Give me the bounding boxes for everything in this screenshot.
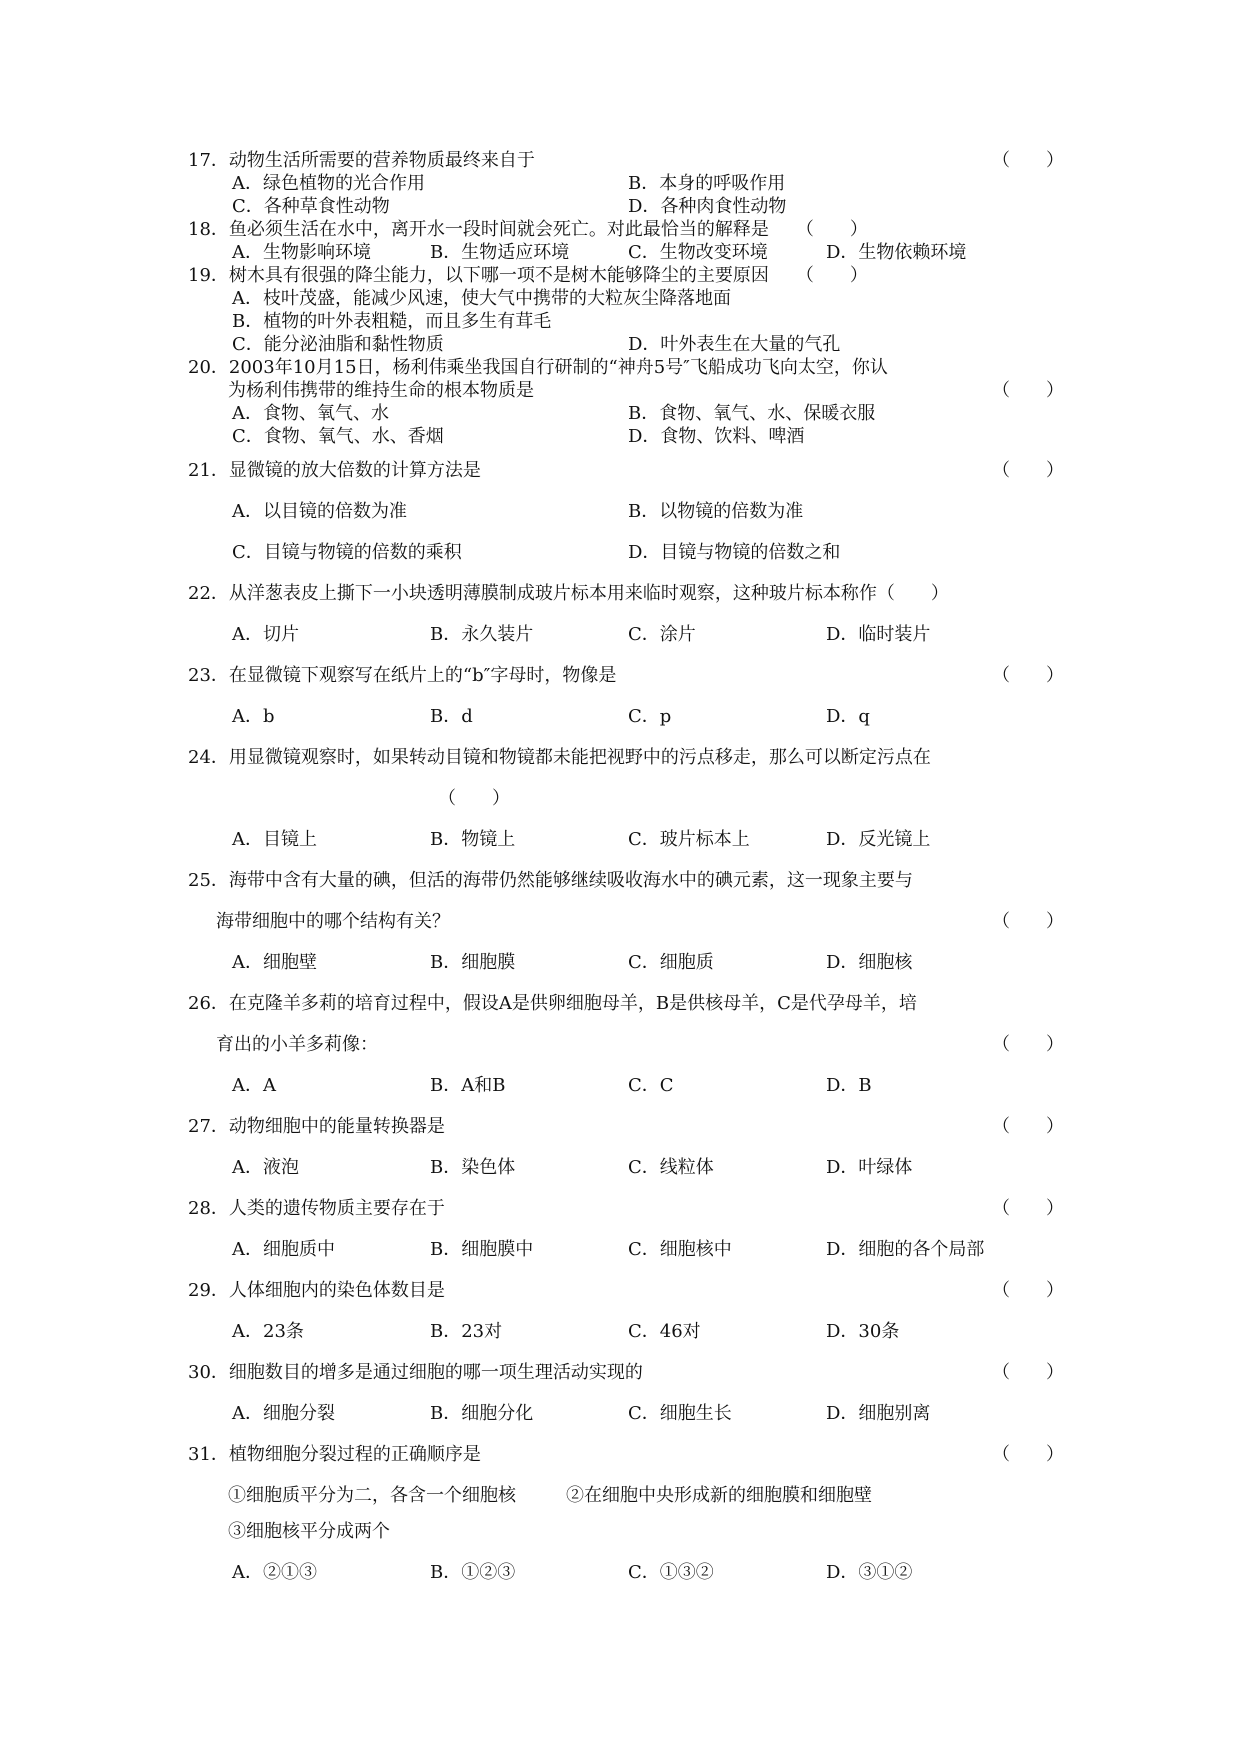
q24-option-b[interactable]: B．物镜上 <box>430 829 516 850</box>
question-17: 17．动物生活所需要的营养物质最终来自于 <box>188 150 535 171</box>
q30-option-d[interactable]: D．细胞别离 <box>826 1403 931 1424</box>
answer-bracket-27[interactable]: （ ） <box>992 1116 1064 1137</box>
q30-option-c[interactable]: C．细胞生长 <box>628 1403 732 1424</box>
question-20-line-1: 20．2003年10月15日，杨利伟乘坐我国自行研制的“神舟5号″飞船成功飞向太空，你认 <box>188 357 888 378</box>
q27-option-c[interactable]: C．线粒体 <box>628 1157 714 1178</box>
answer-bracket-17[interactable]: （ ） <box>992 150 1064 171</box>
answer-bracket-25[interactable]: （ ） <box>992 911 1064 932</box>
q26-option-d[interactable]: D．B <box>826 1075 872 1096</box>
q31-option-a[interactable]: A．②①③ <box>232 1562 317 1583</box>
question-31: 31．植物细胞分裂过程的正确顺序是 <box>188 1444 481 1465</box>
q30-option-a[interactable]: A．细胞分裂 <box>232 1403 335 1424</box>
question-24: 24．用显微镜观察时，如果转动目镜和物镜都未能把视野中的污点移走，那么可以断定污点在 <box>188 747 931 768</box>
question-28: 28．人类的遗传物质主要存在于 <box>188 1198 445 1219</box>
question-23: 23．在显微镜下观察写在纸片上的“b″字母时，物像是 <box>188 665 617 686</box>
q31-step-3: ③细胞核平分成两个 <box>228 1521 390 1542</box>
q25-option-a[interactable]: A．细胞壁 <box>232 952 317 973</box>
q31-option-d[interactable]: D．③①② <box>826 1562 913 1583</box>
q26-option-c[interactable]: C．C <box>628 1075 674 1096</box>
q31-step-2: ②在细胞中央形成新的细胞膜和细胞壁 <box>566 1485 872 1506</box>
q25-option-b[interactable]: B．细胞膜 <box>430 952 516 973</box>
q19-option-d[interactable]: D．叶外表生在大量的气孔 <box>628 334 841 355</box>
question-26-line-2: 育出的小羊多莉像： <box>216 1034 378 1055</box>
q24-option-a[interactable]: A．目镜上 <box>232 829 317 850</box>
q25-option-c[interactable]: C．细胞质 <box>628 952 714 973</box>
question-19: 19．树木具有很强的降尘能力，以下哪一项不是树木能够降尘的主要原因 （ ） <box>188 265 868 286</box>
q29-option-b[interactable]: B．23对 <box>430 1321 503 1342</box>
q21-option-b[interactable]: B．以物镜的倍数为准 <box>628 501 804 522</box>
q28-option-b[interactable]: B．细胞膜中 <box>430 1239 534 1260</box>
q21-option-c[interactable]: C．目镜与物镜的倍数的乘积 <box>232 542 462 563</box>
question-25-line-1: 25．海带中含有大量的碘，但活的海带仍然能够继续吸收海水中的碘元素，这一现象主要与 <box>188 870 913 891</box>
question-26-line-1: 26．在克隆羊多莉的培育过程中，假设A是供卵细胞母羊，B是供核母羊，C是代孕母羊，培 <box>188 993 917 1014</box>
q18-option-c[interactable]: C．生物改变环境 <box>628 242 768 263</box>
q22-option-c[interactable]: C．涂片 <box>628 624 696 645</box>
answer-bracket-23[interactable]: （ ） <box>992 665 1064 686</box>
q28-option-c[interactable]: C．细胞核中 <box>628 1239 732 1260</box>
answer-bracket-30[interactable]: （ ） <box>992 1362 1064 1383</box>
q22-option-a[interactable]: A．切片 <box>232 624 299 645</box>
q23-option-d[interactable]: D．q <box>826 706 870 727</box>
q29-option-a[interactable]: A．23条 <box>232 1321 304 1342</box>
question-20-line-2: 为杨利伟携带的维持生命的根本物质是 <box>228 380 534 401</box>
question-27: 27．动物细胞中的能量转换器是 <box>188 1116 445 1137</box>
q31-step-1: ①细胞质平分为二，各含一个细胞核 <box>228 1485 516 1506</box>
q26-option-b[interactable]: B．A和B <box>430 1075 506 1096</box>
q22-option-b[interactable]: B．永久装片 <box>430 624 534 645</box>
answer-bracket-24[interactable]: （ ） <box>438 788 510 809</box>
q31-option-c[interactable]: C．①③② <box>628 1562 714 1583</box>
q22-option-d[interactable]: D．临时装片 <box>826 624 931 645</box>
q29-option-c[interactable]: C．46对 <box>628 1321 701 1342</box>
q28-option-a[interactable]: A．细胞质中 <box>232 1239 335 1260</box>
q25-option-d[interactable]: D．细胞核 <box>826 952 913 973</box>
question-22: 22．从洋葱表皮上撕下一小块透明薄膜制成玻片标本用来临时观察，这种玻片标本称作（ ） <box>188 583 949 604</box>
q24-option-d[interactable]: D．反光镜上 <box>826 829 931 850</box>
q23-option-b[interactable]: B．d <box>430 706 473 727</box>
q20-option-d[interactable]: D．食物、饮料、啤酒 <box>628 426 805 447</box>
q20-option-b[interactable]: B．食物、氧气、水、保暖衣服 <box>628 403 876 424</box>
q17-option-a[interactable]: A．绿色植物的光合作用 <box>232 173 425 194</box>
q23-option-c[interactable]: C．p <box>628 706 672 727</box>
q20-option-c[interactable]: C．食物、氧气、水、香烟 <box>232 426 444 447</box>
q27-option-d[interactable]: D．叶绿体 <box>826 1157 913 1178</box>
q27-option-a[interactable]: A．液泡 <box>232 1157 299 1178</box>
q17-option-d[interactable]: D．各种肉食性动物 <box>628 196 787 217</box>
question-21: 21．显微镜的放大倍数的计算方法是 <box>188 460 481 481</box>
q27-option-b[interactable]: B．染色体 <box>430 1157 516 1178</box>
q31-option-b[interactable]: B．①②③ <box>430 1562 516 1583</box>
q29-option-d[interactable]: D．30条 <box>826 1321 900 1342</box>
q21-option-d[interactable]: D．目镜与物镜的倍数之和 <box>628 542 841 563</box>
answer-bracket-21[interactable]: （ ） <box>992 460 1064 481</box>
q18-option-a[interactable]: A．生物影响环境 <box>232 242 371 263</box>
q17-option-c[interactable]: C．各种草食性动物 <box>232 196 390 217</box>
q24-option-c[interactable]: C．玻片标本上 <box>628 829 750 850</box>
question-18: 18．鱼必须生活在水中，离开水一段时间就会死亡。对此最恰当的解释是 （ ） <box>188 219 868 240</box>
question-29: 29．人体细胞内的染色体数目是 <box>188 1280 445 1301</box>
q28-option-d[interactable]: D．细胞的各个局部 <box>826 1239 985 1260</box>
answer-bracket-29[interactable]: （ ） <box>992 1280 1064 1301</box>
answer-bracket-20[interactable]: （ ） <box>992 380 1064 401</box>
q20-option-a[interactable]: A．食物、氧气、水 <box>232 403 389 424</box>
q19-option-c[interactable]: C．能分泌油脂和黏性物质 <box>232 334 444 355</box>
q23-option-a[interactable]: A．b <box>232 706 275 727</box>
question-25-line-2: 海带细胞中的哪个结构有关？ <box>216 911 450 932</box>
q21-option-a[interactable]: A．以目镜的倍数为准 <box>232 501 407 522</box>
q26-option-a[interactable]: A．A <box>232 1075 276 1096</box>
answer-bracket-28[interactable]: （ ） <box>992 1198 1064 1219</box>
q19-option-b[interactable]: B．植物的叶外表粗糙，而且多生有茸毛 <box>232 311 552 332</box>
q18-option-d[interactable]: D．生物依赖环境 <box>826 242 967 263</box>
answer-bracket-26[interactable]: （ ） <box>992 1034 1064 1055</box>
q17-option-b[interactable]: B．本身的呼吸作用 <box>628 173 786 194</box>
q30-option-b[interactable]: B．细胞分化 <box>430 1403 534 1424</box>
q18-option-b[interactable]: B．生物适应环境 <box>430 242 570 263</box>
q19-option-a[interactable]: A．枝叶茂盛，能减少风速，使大气中携带的大粒灰尘降落地面 <box>232 288 731 309</box>
question-30: 30．细胞数目的增多是通过细胞的哪一项生理活动实现的 <box>188 1362 643 1383</box>
answer-bracket-31[interactable]: （ ） <box>992 1444 1064 1465</box>
